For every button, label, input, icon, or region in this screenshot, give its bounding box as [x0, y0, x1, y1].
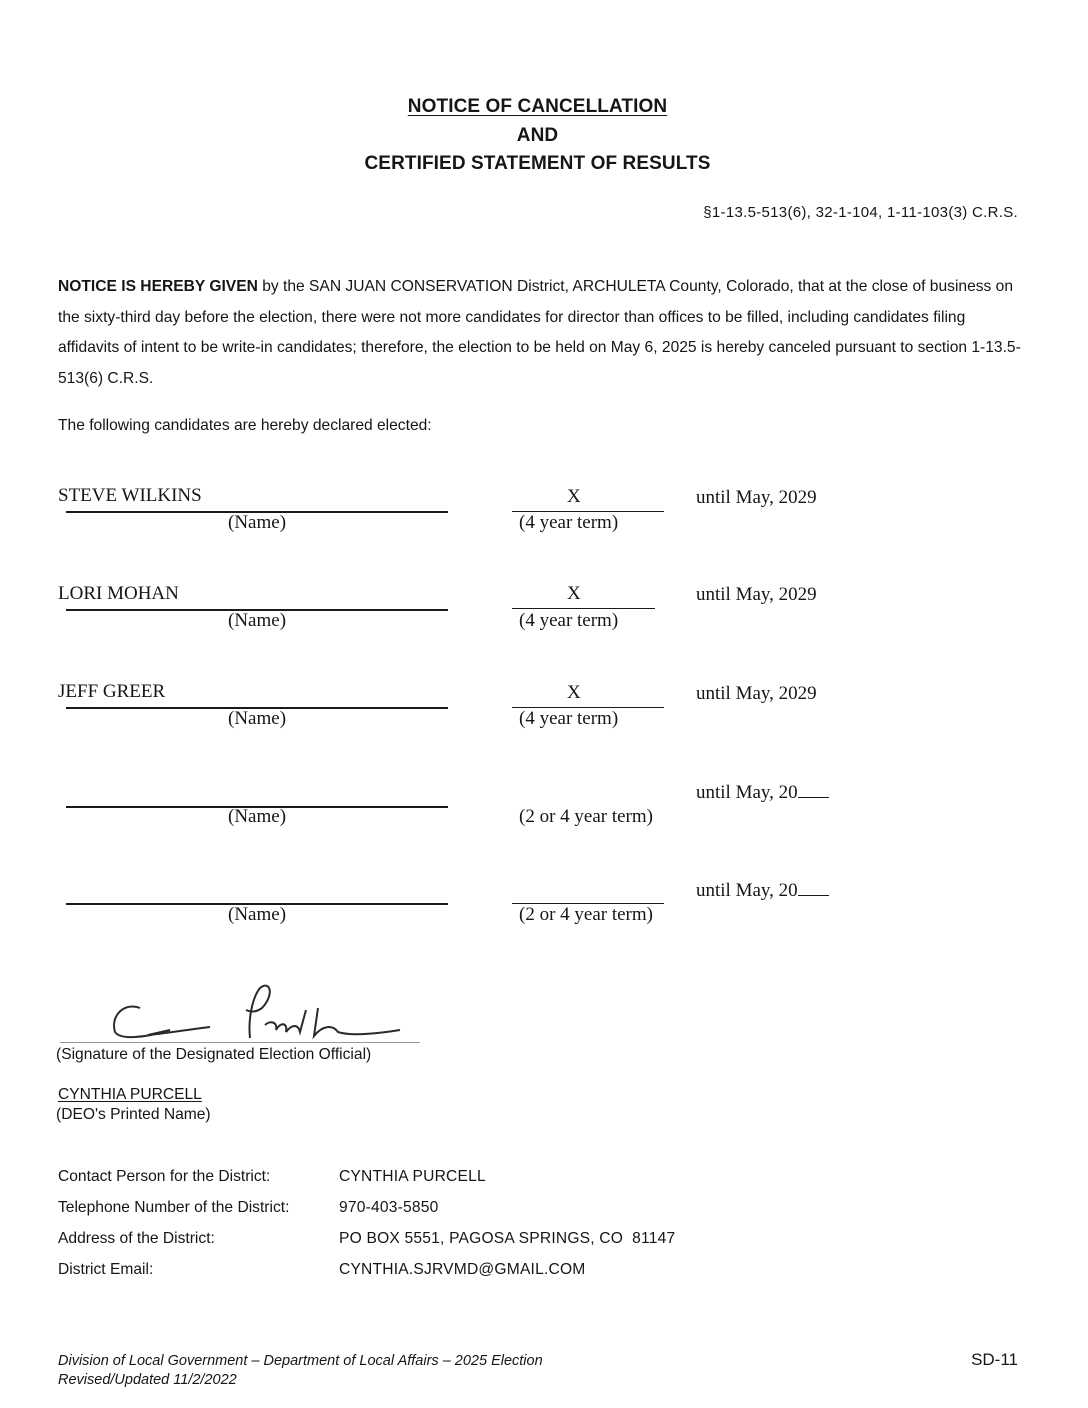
footer	[58, 1352, 543, 1390]
term-until	[696, 879, 829, 902]
name-caption: (Name)	[228, 806, 287, 827]
name-caption: (Name)	[228, 708, 287, 729]
telephone-label: Telephone Number of the District:	[58, 1199, 290, 1216]
statute-reference: §1-13.5-513(6), 32-1-104, 1-11-103(3) C.R.S.	[703, 204, 1018, 221]
candidate-name: JEFF GREER	[58, 681, 166, 702]
term-until	[696, 781, 829, 804]
contact-person-value: CYNTHIA PURCELL	[339, 1168, 486, 1185]
notice-paragraph	[58, 272, 1028, 394]
signature-caption: (Signature of the Designated Election Official)	[56, 1046, 372, 1063]
year-blank	[798, 781, 829, 798]
email-value: CYNTHIA.SJRVMD@GMAIL.COM	[339, 1261, 586, 1278]
term-caption: (4 year term)	[519, 512, 619, 533]
term-until: until May, 2029	[696, 584, 817, 605]
document-subtitle: CERTIFIED STATEMENT OF RESULTS	[364, 153, 711, 174]
term-caption: (4 year term)	[519, 708, 619, 729]
name-caption: (Name)	[228, 904, 287, 925]
term-caption: (2 or 4 year term)	[519, 806, 653, 827]
term-caption: (2 or 4 year term)	[519, 904, 653, 925]
telephone-value: 970-403-5850	[339, 1199, 439, 1216]
notice-lead: NOTICE IS HEREBY GIVEN	[58, 278, 258, 295]
name-caption: (Name)	[228, 610, 287, 631]
term-mark: X	[567, 682, 581, 703]
deo-printed-caption: (DEO's Printed Name)	[56, 1106, 211, 1123]
address-value: PO BOX 5551, PAGOSA SPRINGS, CO 81147	[339, 1230, 676, 1247]
candidate-name: LORI MOHAN	[58, 583, 179, 604]
email-label: District Email:	[58, 1261, 154, 1278]
term-until-text: until May, 20	[696, 782, 798, 803]
form-code: SD-11	[971, 1350, 1018, 1369]
term-until: until May, 2029	[696, 683, 817, 704]
term-until: until May, 2029	[696, 487, 817, 508]
term-mark: X	[567, 486, 581, 507]
term-mark: X	[567, 583, 581, 604]
term-line	[512, 608, 655, 609]
name-caption: (Name)	[228, 512, 287, 533]
term-caption: (4 year term)	[519, 610, 619, 631]
handwritten-signature	[100, 980, 430, 1050]
term-until-text: until May, 20	[696, 880, 798, 901]
document-title: NOTICE OF CANCELLATION	[407, 96, 668, 117]
candidate-name: STEVE WILKINS	[58, 485, 202, 506]
declared-elected-text: The following candidates are hereby declared elected:	[58, 417, 432, 434]
footer-revised: Revised/Updated 11/2/2022	[58, 1372, 237, 1388]
deo-printed-name: CYNTHIA PURCELL	[58, 1086, 202, 1103]
document-title-and: AND	[516, 125, 559, 146]
contact-person-label: Contact Person for the District:	[58, 1168, 271, 1185]
notice-body: by the SAN JUAN CONSERVATION District, ARCHULETA County, Colorado, that at the close of business on the sixty-third day before the election, there were not more candidates for director than offices to be filled, including candidates filing affidavits of intent to be write-in candidates; therefore, the election to be held on May 6, 2025 is hereby canceled pursuant to section 1-13.5-513(6) C.R.S.	[58, 278, 1021, 387]
footer-agency: Division of Local Government – Department of Local Affairs – 2025 Election	[58, 1353, 543, 1369]
year-blank	[798, 879, 829, 896]
address-label: Address of the District:	[58, 1230, 215, 1247]
signature-line	[60, 1042, 420, 1043]
